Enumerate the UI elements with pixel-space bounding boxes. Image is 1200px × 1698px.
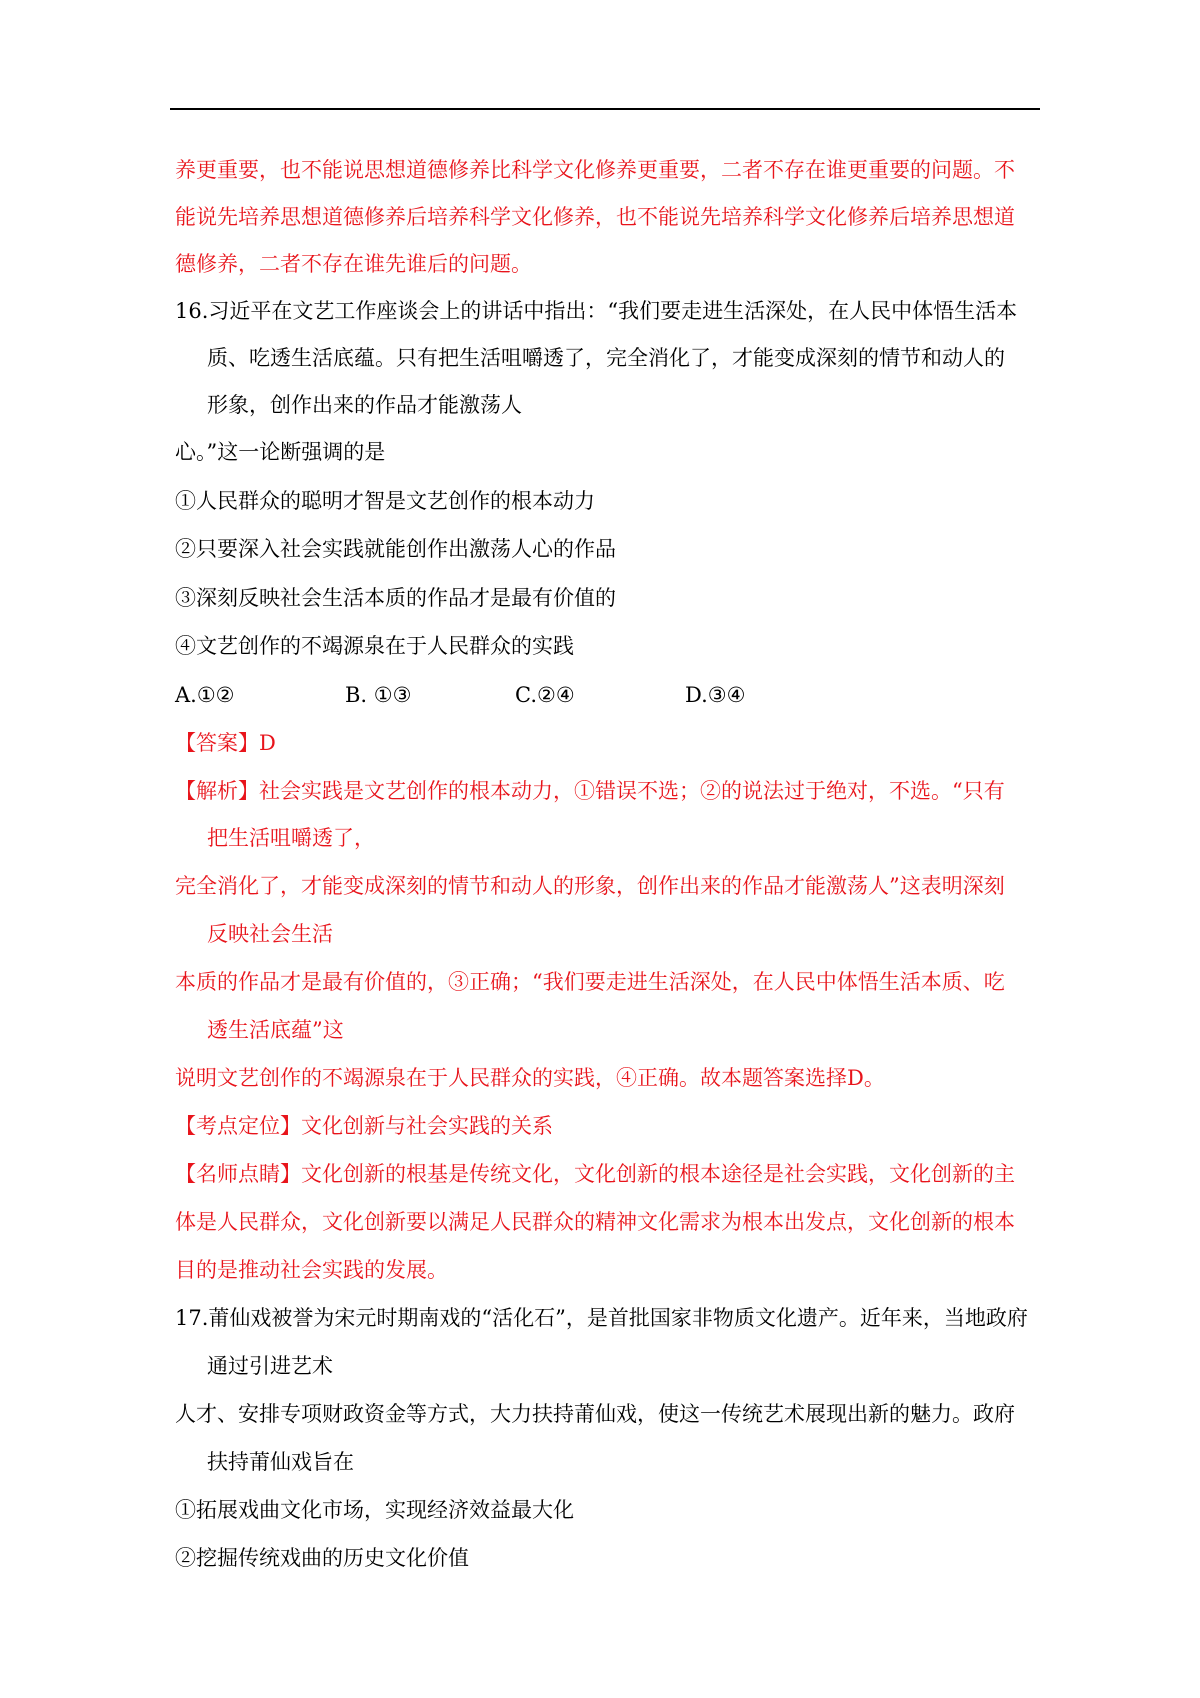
option-d: D.③④ [685, 683, 746, 707]
explanation-line: 德修养，二者不存在谁先谁后的问题。 [175, 252, 532, 276]
question-16-stem: 16.习近平在文艺工作座谈会上的讲话中指出：“我们要走进生活深处，在人民中体悟生活本 [175, 299, 1018, 323]
option-c: C.②④ [515, 683, 575, 707]
question-17-stem: 通过引进艺术 [207, 1354, 333, 1378]
question-16-stem: 心。”这一论断强调的是 [175, 440, 386, 464]
statement-item: ①人民群众的聪明才智是文艺创作的根本动力 [175, 489, 595, 513]
mingshi-line: 目的是推动社会实践的发展。 [175, 1258, 448, 1282]
question-17-stem: 人才、安排专项财政资金等方式，大力扶持莆仙戏，使这一传统艺术展现出新的魅力。政府 [175, 1402, 1015, 1426]
analysis-line: 【解析】社会实践是文艺创作的根本动力，①错误不选；②的说法过于绝对，不选。“只有 [175, 779, 1005, 803]
statement-item: ④文艺创作的不竭源泉在于人民群众的实践 [175, 634, 574, 658]
statement-item: ②只要深入社会实践就能创作出激荡人心的作品 [175, 537, 616, 561]
option-a: A.①② [175, 683, 235, 707]
question-17-stem: 17.莆仙戏被誉为宋元时期南戏的“活化石”，是首批国家非物质文化遗产。近年来，当地政府 [175, 1306, 1028, 1330]
statement-item: ①拓展戏曲文化市场，实现经济效益最大化 [175, 1498, 574, 1522]
question-16-stem: 形象，创作出来的作品才能激荡人 [207, 393, 522, 417]
question-16-stem: 质、吃透生活底蕴。只有把生活咀嚼透了，完全消化了，才能变成深刻的情节和动人的 [207, 346, 1005, 370]
kaodian-label: 【考点定位】文化创新与社会实践的关系 [175, 1114, 553, 1138]
analysis-line: 说明文艺创作的不竭源泉在于人民群众的实践，④正确。故本题答案选择D。 [175, 1066, 885, 1090]
question-17-stem: 扶持莆仙戏旨在 [207, 1450, 354, 1474]
mingshi-line: 【名师点睛】文化创新的根基是传统文化，文化创新的根本途径是社会实践，文化创新的主 [175, 1162, 1015, 1186]
option-b: B. ①③ [345, 683, 412, 707]
analysis-line: 反映社会生活 [207, 922, 333, 946]
statement-item: ③深刻反映社会生活本质的作品才是最有价值的 [175, 586, 616, 610]
analysis-line: 透生活底蕴”这 [207, 1018, 344, 1042]
analysis-line: 完全消化了，才能变成深刻的情节和动人的形象，创作出来的作品才能激荡人”这表明深刻 [175, 874, 1005, 898]
explanation-line: 能说先培养思想道德修养后培养科学文化修养，也不能说先培养科学文化修养后培养思想道 [175, 205, 1015, 229]
statement-item: ②挖掘传统戏曲的历史文化价值 [175, 1546, 469, 1570]
answer-label: 【答案】D [175, 731, 276, 755]
explanation-line: 养更重要，也不能说思想道德修养比科学文化修养更重要，二者不存在谁更重要的问题。不 [175, 158, 1015, 182]
analysis-line: 本质的作品才是最有价值的，③正确；“我们要走进生活深处，在人民中体悟生活本质、吃 [175, 970, 1005, 994]
analysis-line: 把生活咀嚼透了， [207, 826, 375, 850]
header-rule [170, 108, 1040, 110]
mingshi-line: 体是人民群众，文化创新要以满足人民群众的精神文化需求为根本出发点，文化创新的根本 [175, 1210, 1015, 1234]
